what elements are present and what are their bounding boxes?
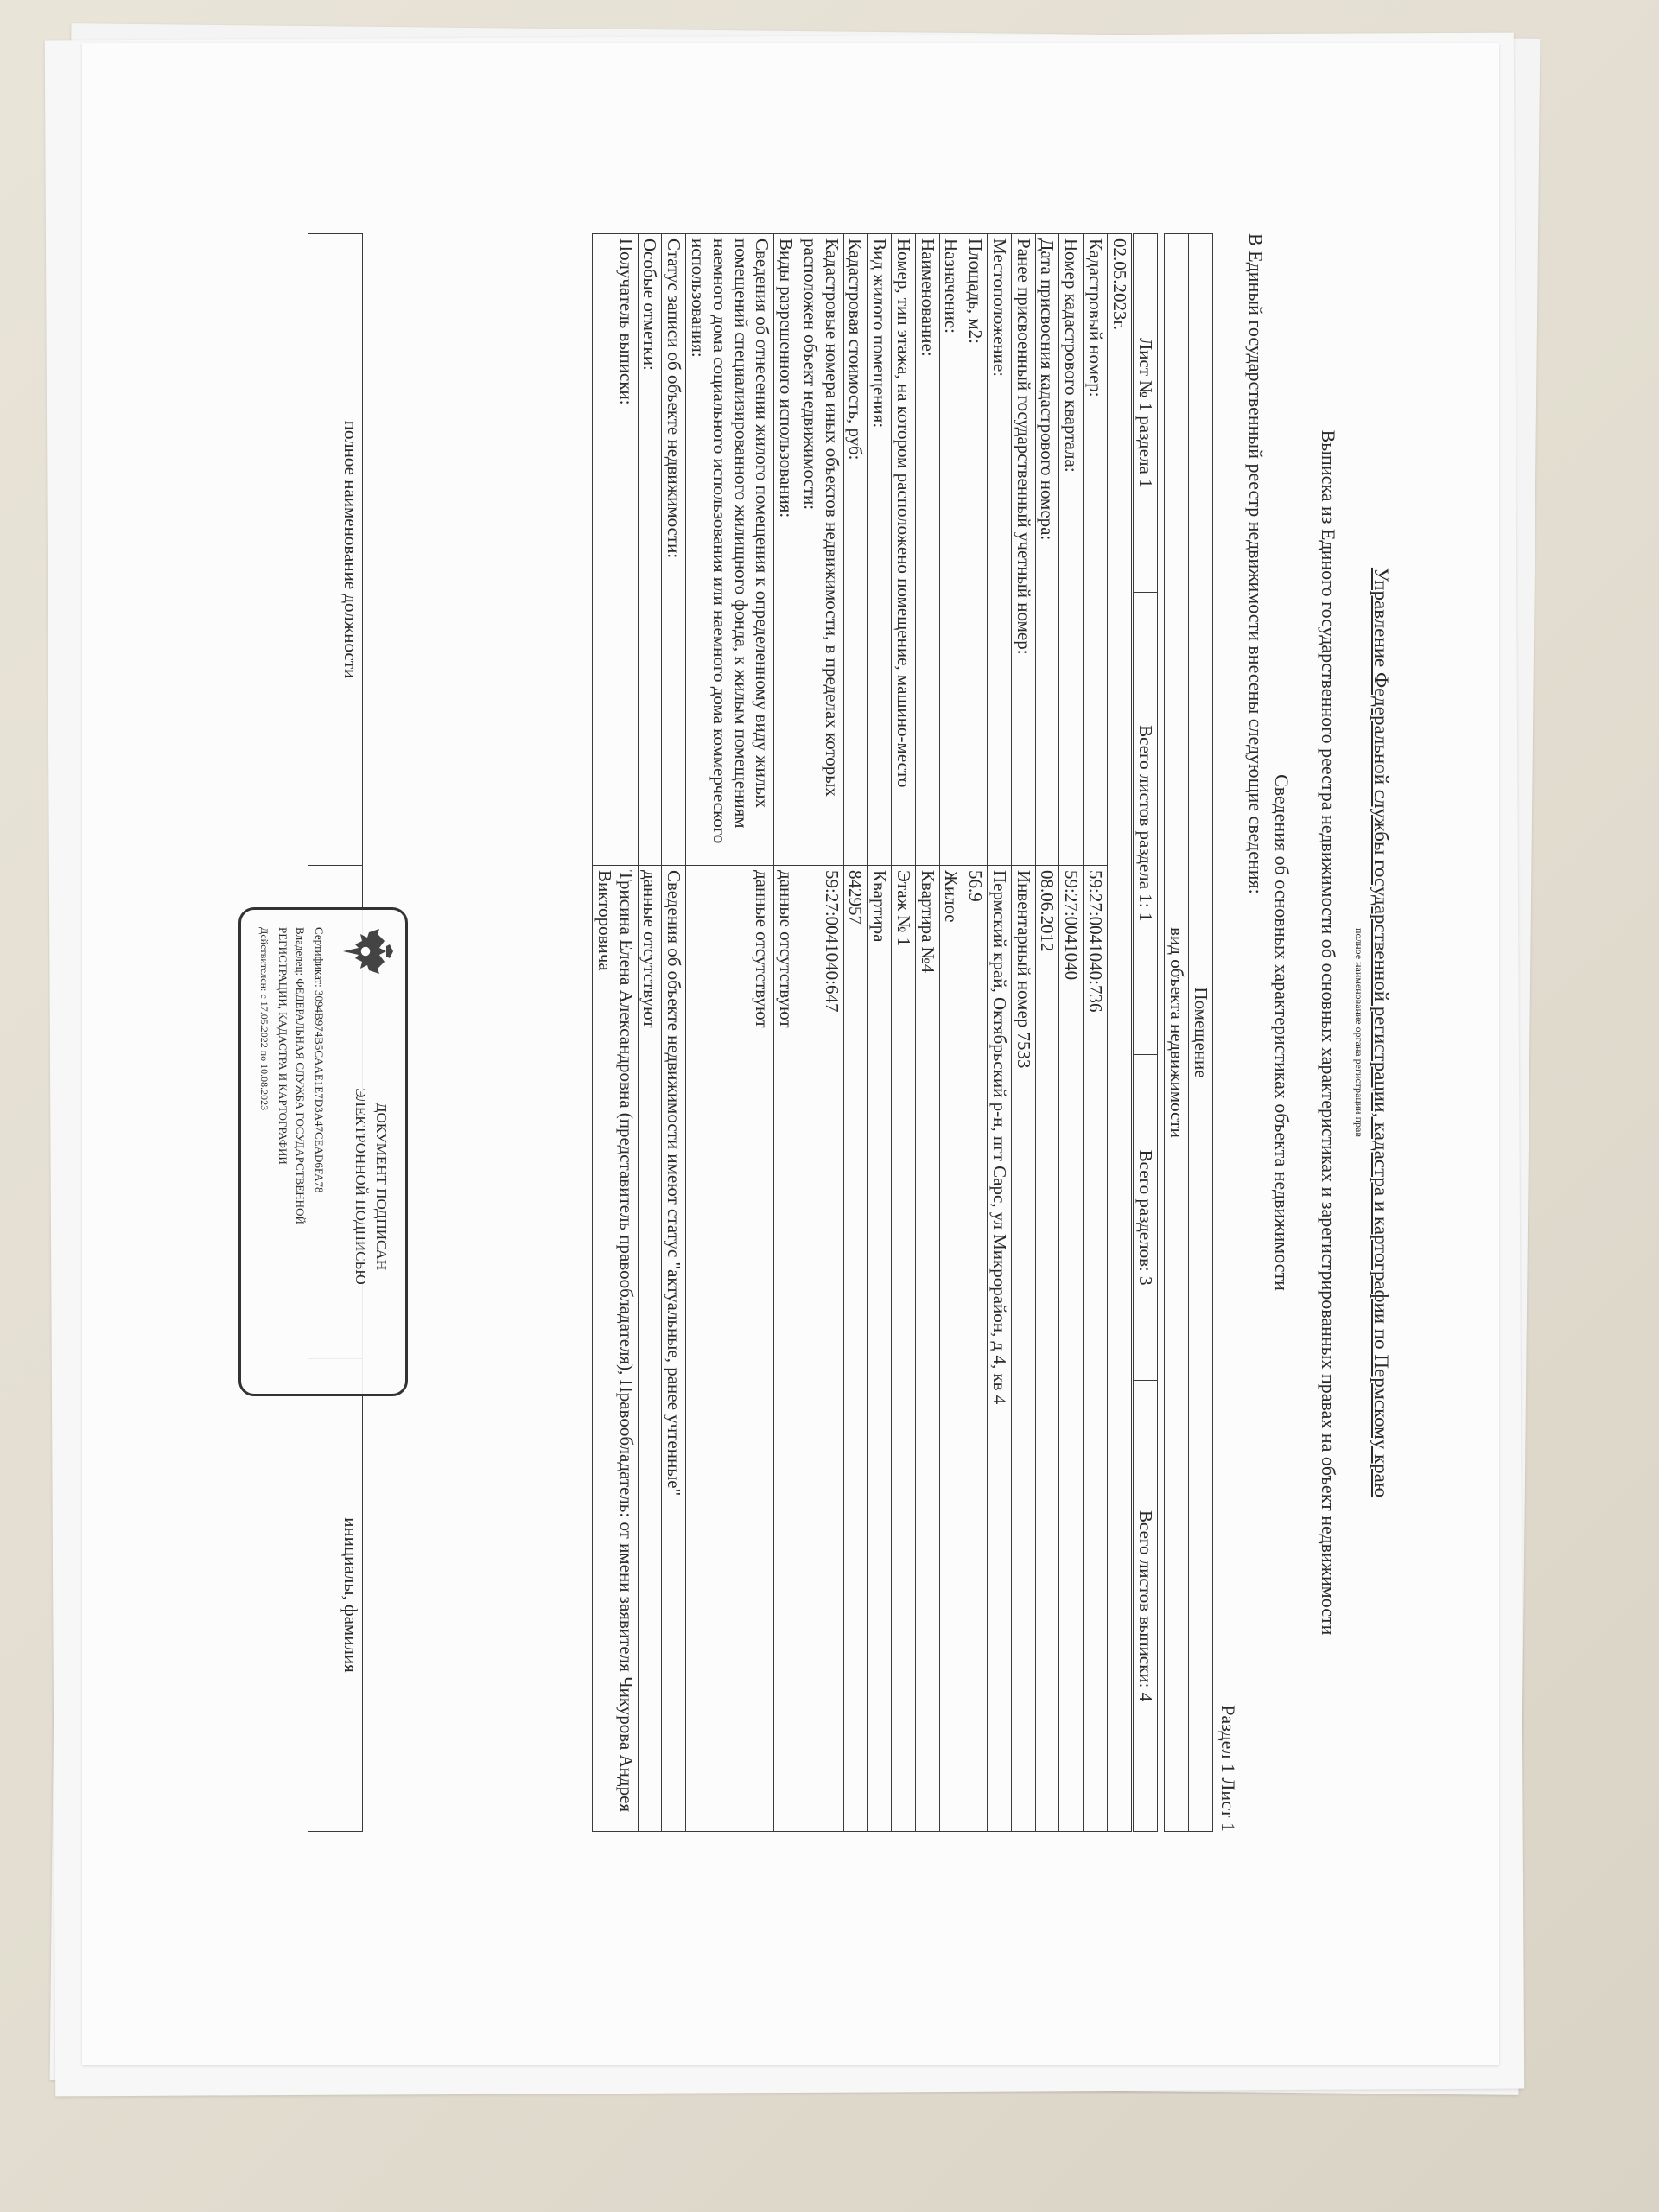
stamp-owner-2: РЕГИСТРАЦИИ, КАДАСТРА И КАРТОГРАФИИ [276, 927, 289, 1165]
row-label: Кадастровые номера иных объектов недвижимости, в пределах которых расположен объект недвижимости: [798, 234, 844, 866]
table-row [662, 234, 686, 1832]
table-row [988, 234, 1012, 1832]
row-label: Кадастровая стоимость, руб: [843, 234, 868, 866]
row-label: Виды разрешенного использования: [774, 234, 798, 866]
sheet-info-table [1133, 233, 1158, 1832]
table-row [963, 234, 988, 1832]
table-row [1059, 234, 1084, 1832]
section-label: Раздел 1 Лист 1 [1217, 1705, 1239, 1832]
object-type: Помещение [1189, 234, 1213, 1832]
cadastral-number-value: 59:27:0041040:736 [1084, 866, 1108, 1832]
row-label: Назначение: [939, 234, 963, 866]
row-value: данные отсутствуют [686, 866, 774, 1832]
row-label: Сведения об отнесении жилого помещения к определенному виду жилых помещений специализированного жилищного фонда, к жилым помещениям наемного дома социального использования или наемного дома коммерческого использования: [686, 234, 774, 866]
row-value: 59:27:0041040:647 [798, 866, 844, 1832]
row-label: Статус записи об объекте недвижимости: [662, 234, 686, 866]
row-label: Вид жилого помещения: [868, 234, 892, 866]
row-value: Сведения об объекте недвижимости имеют статус "актуальные, ранее учтенные" [662, 866, 686, 1832]
stamp-title-2: ЭЛЕКТРОННОЙ ПОДПИСЬЮ [353, 1088, 369, 1285]
row-value: данные отсутствуют [638, 866, 662, 1832]
sheets-in-section: Всего листов раздела 1: 1 [1134, 592, 1158, 1054]
extract-document [252, 199, 1393, 1866]
row-label: Особые отметки: [638, 234, 662, 866]
row-value: 59:27:0041040 [1059, 866, 1084, 1832]
electronic-signature-stamp [238, 907, 408, 1396]
row-label: Дата присвоения кадастрового номера: [1035, 234, 1059, 866]
position-caption: полное наименование должности [308, 234, 363, 866]
extract-title: Выписка из Единого государственного реестра недвижимости об основных характеристиках и зарегистрированных правах на объект недвижимости [1318, 429, 1339, 1636]
object-type-caption: вид объекта недвижимости [1165, 234, 1189, 1832]
row-label: Местоположение: [988, 234, 1012, 866]
row-label: Площадь, м2: [963, 234, 988, 866]
stamp-owner-1: Владелец: ФЕДЕРАЛЬНАЯ СЛУЖБА ГОСУДАРСТВЕННОЙ [294, 927, 307, 1224]
object-type-table [1164, 233, 1213, 1832]
table-row [915, 234, 939, 1832]
table-row [868, 234, 892, 1832]
extract-date: 02.05.2023г. [1108, 234, 1132, 1832]
row-value: 56.9 [963, 866, 988, 1832]
sheets-total: Всего листов выписки: 4 [1134, 1381, 1158, 1832]
table-row [1035, 234, 1059, 1832]
table-row [638, 234, 662, 1832]
row-label: Номер, тип этажа, на котором расположено помещение, машино-место [892, 234, 916, 866]
double-headed-eagle-icon [333, 925, 393, 977]
row-value: Квартира [868, 866, 892, 1832]
cadastral-number-label: Кадастровый номер: [1084, 234, 1108, 866]
table-row [774, 234, 798, 1832]
stamp-validity: Действителен: с 17.05.2022 по 10.08.2023 [258, 927, 270, 1111]
table-row [1084, 234, 1108, 1832]
row-value: Пермский край, Октябрьский р-н, пгт Сарс, ул Микрорайон, д 4, кв 4 [988, 866, 1012, 1832]
row-label: Ранее присвоенный государственный учетный номер: [1011, 234, 1035, 866]
intro-text: В Единый государственный реестр недвижимости внесены следующие сведения: [1245, 233, 1267, 894]
row-value: Жилое [939, 866, 963, 1832]
sections-total: Всего разделов: 3 [1134, 1054, 1158, 1380]
row-value: Трисина Елена Александровна (представитель правообладателя), Правообладатель: от имени заявителя Чикурова Андрея Викторовича [593, 866, 639, 1832]
stamp-certificate: Сертификат: 3094B974B5CAAE1E7D3A47CEAD6FA78 [313, 927, 326, 1193]
row-value: Квартира №4 [915, 866, 939, 1832]
table-row [1011, 234, 1035, 1832]
table-row [686, 234, 774, 1832]
row-value: 08.06.2012 [1035, 866, 1059, 1832]
row-label: Получатель выписки: [593, 234, 639, 866]
sheet-number: Лист № 1 раздела 1 [1134, 234, 1158, 593]
row-label: Наименование: [915, 234, 939, 866]
registry-authority-caption: полное наименование органа регистрации прав [1353, 927, 1365, 1138]
table-row [593, 234, 639, 1832]
row-value: 842957 [843, 866, 868, 1832]
registry-authority: Управление Федеральной службы государственной регистрации, кадастра и картографии по Пермскому краю [1370, 567, 1392, 1498]
table-row [939, 234, 963, 1832]
characteristics-table [592, 233, 1108, 1832]
row-value: данные отсутствуют [774, 866, 798, 1832]
table-row [798, 234, 844, 1832]
table-row [892, 234, 916, 1832]
section-title: Сведения об основных характеристиках объекта недвижимости [1271, 774, 1293, 1291]
row-value: Инвентарный номер 7533 [1011, 866, 1035, 1832]
row-label: Номер кадастрового квартала: [1059, 234, 1084, 866]
stamp-title-1: ДОКУМЕНТ ПОДПИСАН [373, 1102, 390, 1271]
date-row [1107, 233, 1132, 1832]
name-caption: инициалы, фамилия [308, 1359, 363, 1832]
table-row [843, 234, 868, 1832]
row-value: Этаж № 1 [892, 866, 916, 1832]
